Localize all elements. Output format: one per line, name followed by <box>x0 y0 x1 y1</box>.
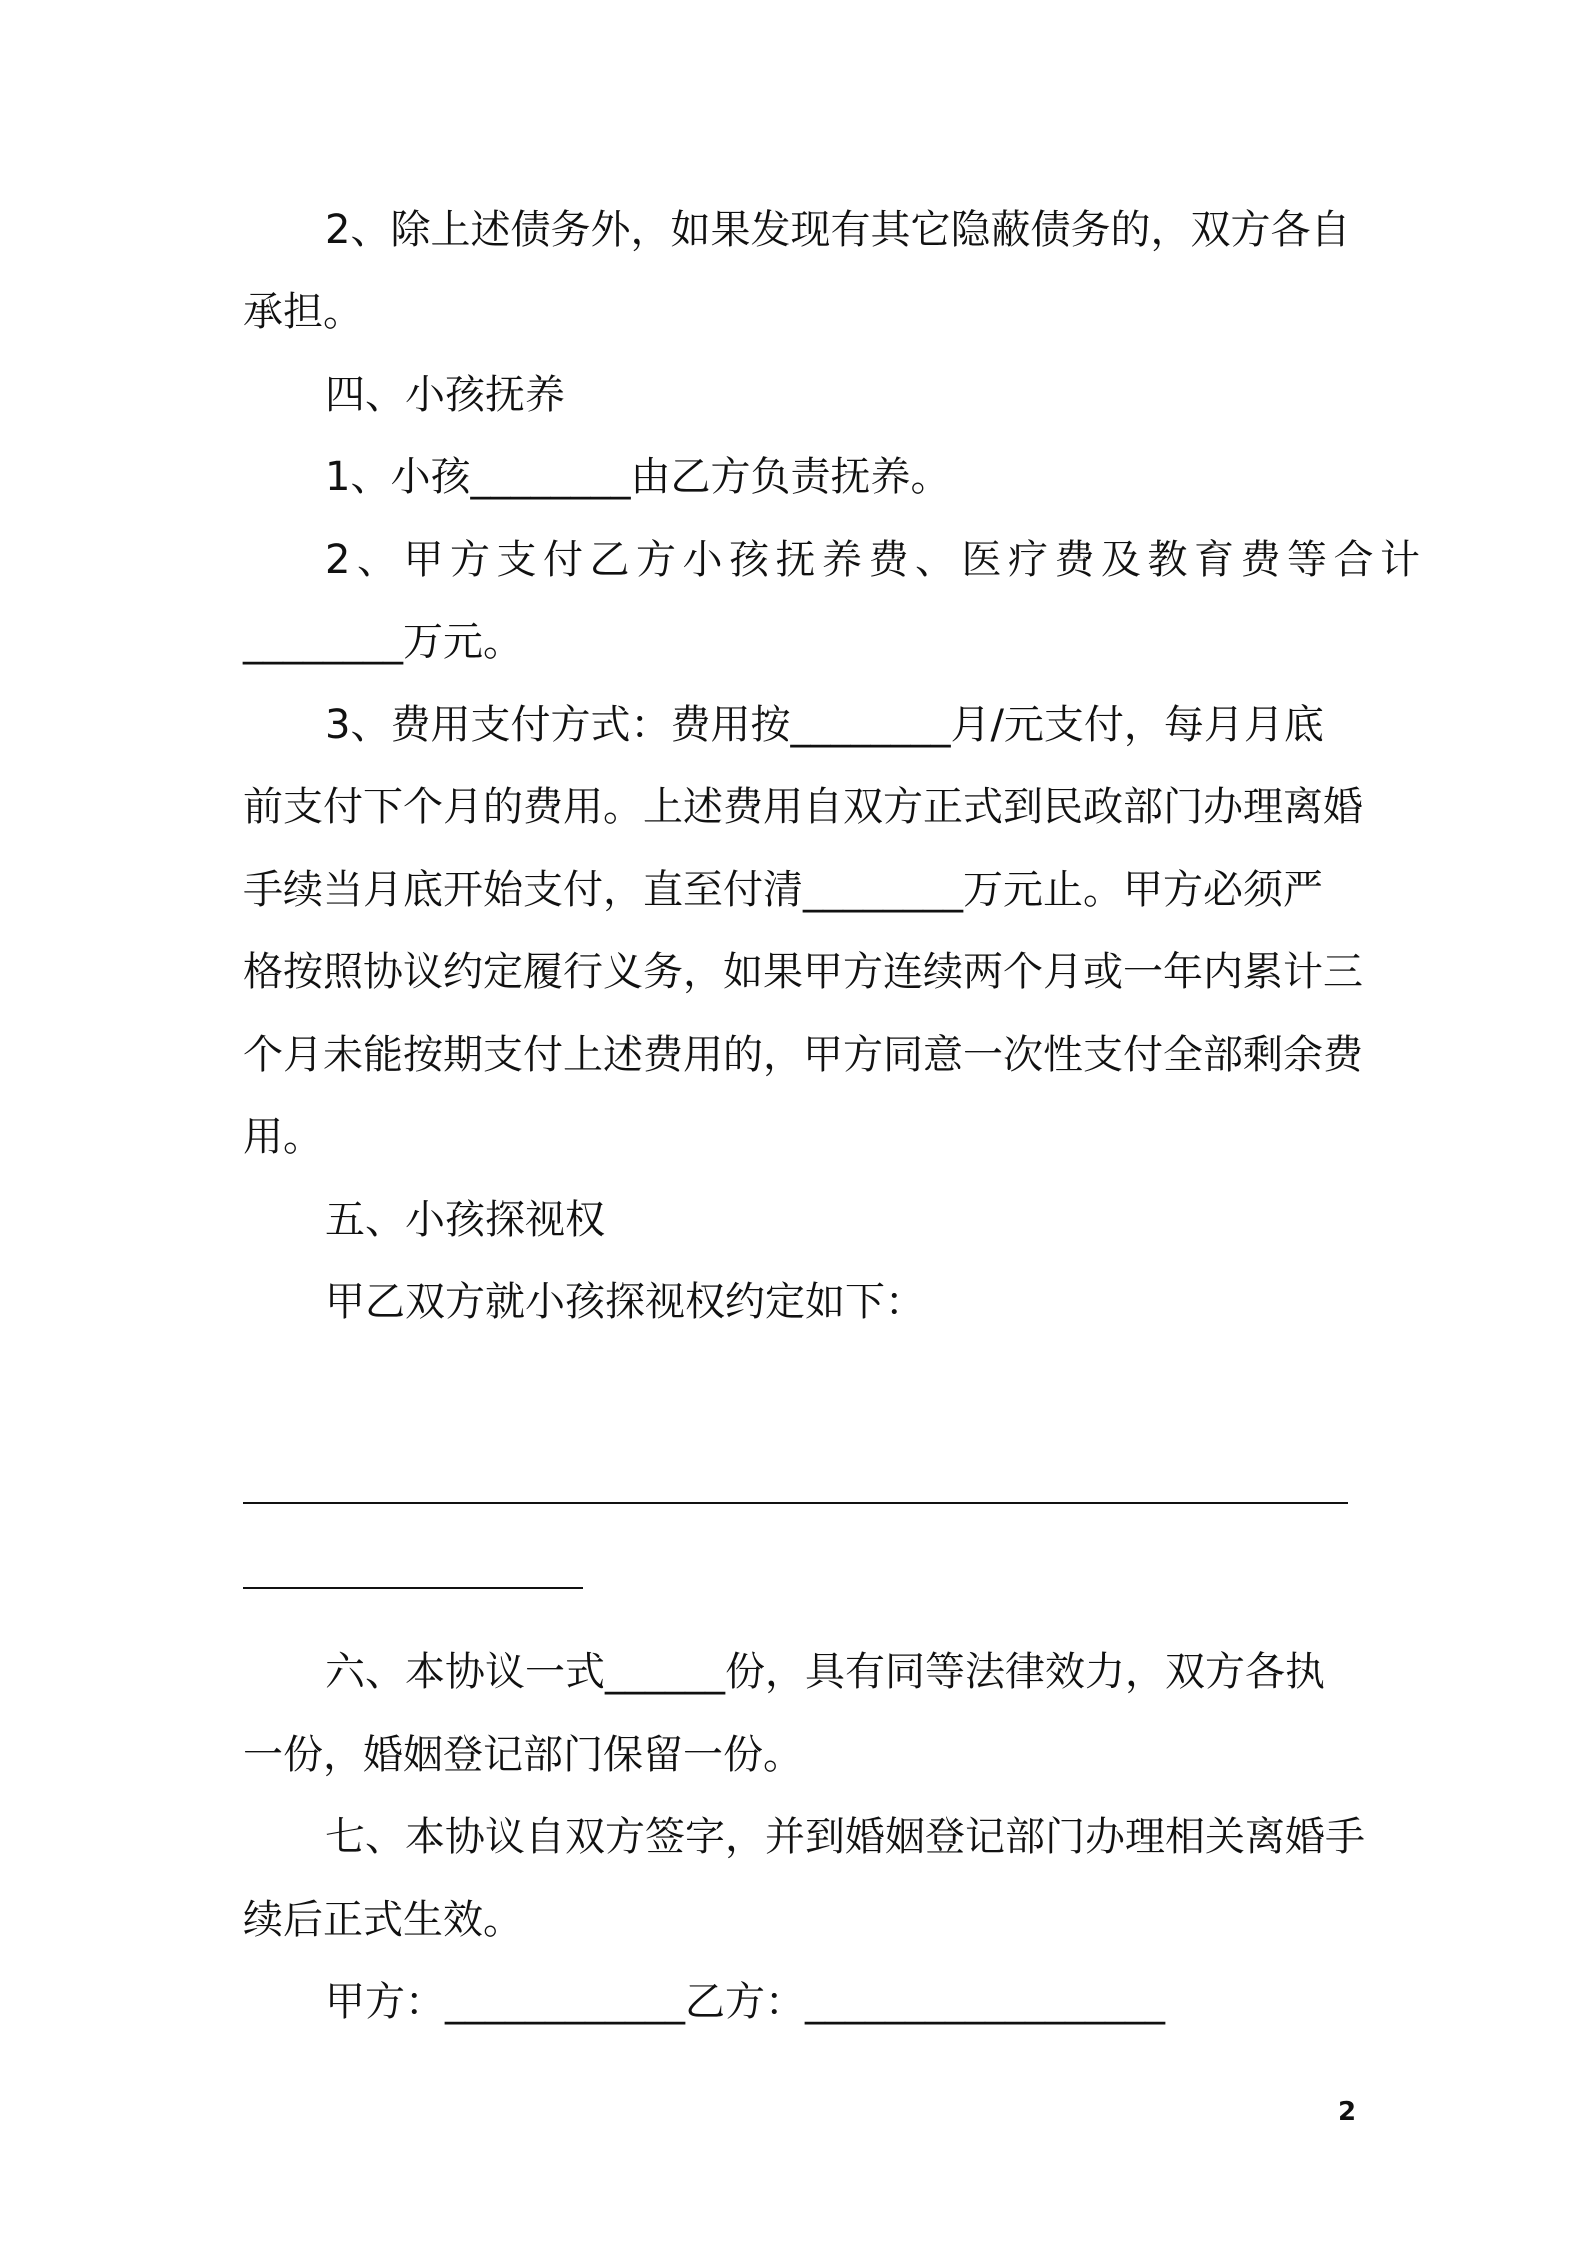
paragraph-line: 甲乙双方就小孩探视权约定如下： <box>325 1279 925 1325</box>
section-heading: 五、小孩探视权 <box>325 1197 605 1243</box>
paragraph-line: 格按照协议约定履行义务，如果甲方连续两个月或一年内累计三 <box>243 949 1363 995</box>
paragraph-line: 七、本协议自双方签字，并到婚姻登记部门办理相关离婚手 <box>325 1814 1365 1860</box>
paragraph-line: 承担。 <box>243 289 363 335</box>
paragraph-line: 用。 <box>243 1114 323 1160</box>
paragraph-line: 2、除上述债务外，如果发现有其它隐蔽债务的，双方各自 <box>325 207 1351 253</box>
paragraph-line: 1、小孩________由乙方负责抚养。 <box>325 454 951 500</box>
fill-in-blank-line <box>243 1502 1348 1504</box>
paragraph-line: 2、甲方支付乙方小孩抚养费、医疗费及教育费等合计 <box>325 537 1427 583</box>
signature-line: 甲方：____________乙方：__________________ <box>325 1979 1165 2025</box>
fill-in-blank-line <box>243 1587 583 1589</box>
section-heading: 四、小孩抚养 <box>325 372 565 418</box>
paragraph-line: 3、费用支付方式：费用按________月/元支付，每月月底 <box>325 702 1324 748</box>
paragraph-line: ________万元。 <box>243 619 523 665</box>
paragraph-line: 手续当月底开始支付，直至付清________万元止。甲方必须严 <box>243 867 1323 913</box>
paragraph-line: 前支付下个月的费用。上述费用自双方正式到民政部门办理离婚 <box>243 784 1363 830</box>
paragraph-line: 六、本协议一式______份，具有同等法律效力，双方各执 <box>325 1649 1325 1695</box>
page-number: 2 <box>1338 2097 1357 2127</box>
paragraph-line: 续后正式生效。 <box>243 1897 523 1943</box>
paragraph-line: 一份，婚姻登记部门保留一份。 <box>243 1732 803 1778</box>
paragraph-line: 个月未能按期支付上述费用的，甲方同意一次性支付全部剩余费 <box>243 1032 1363 1078</box>
